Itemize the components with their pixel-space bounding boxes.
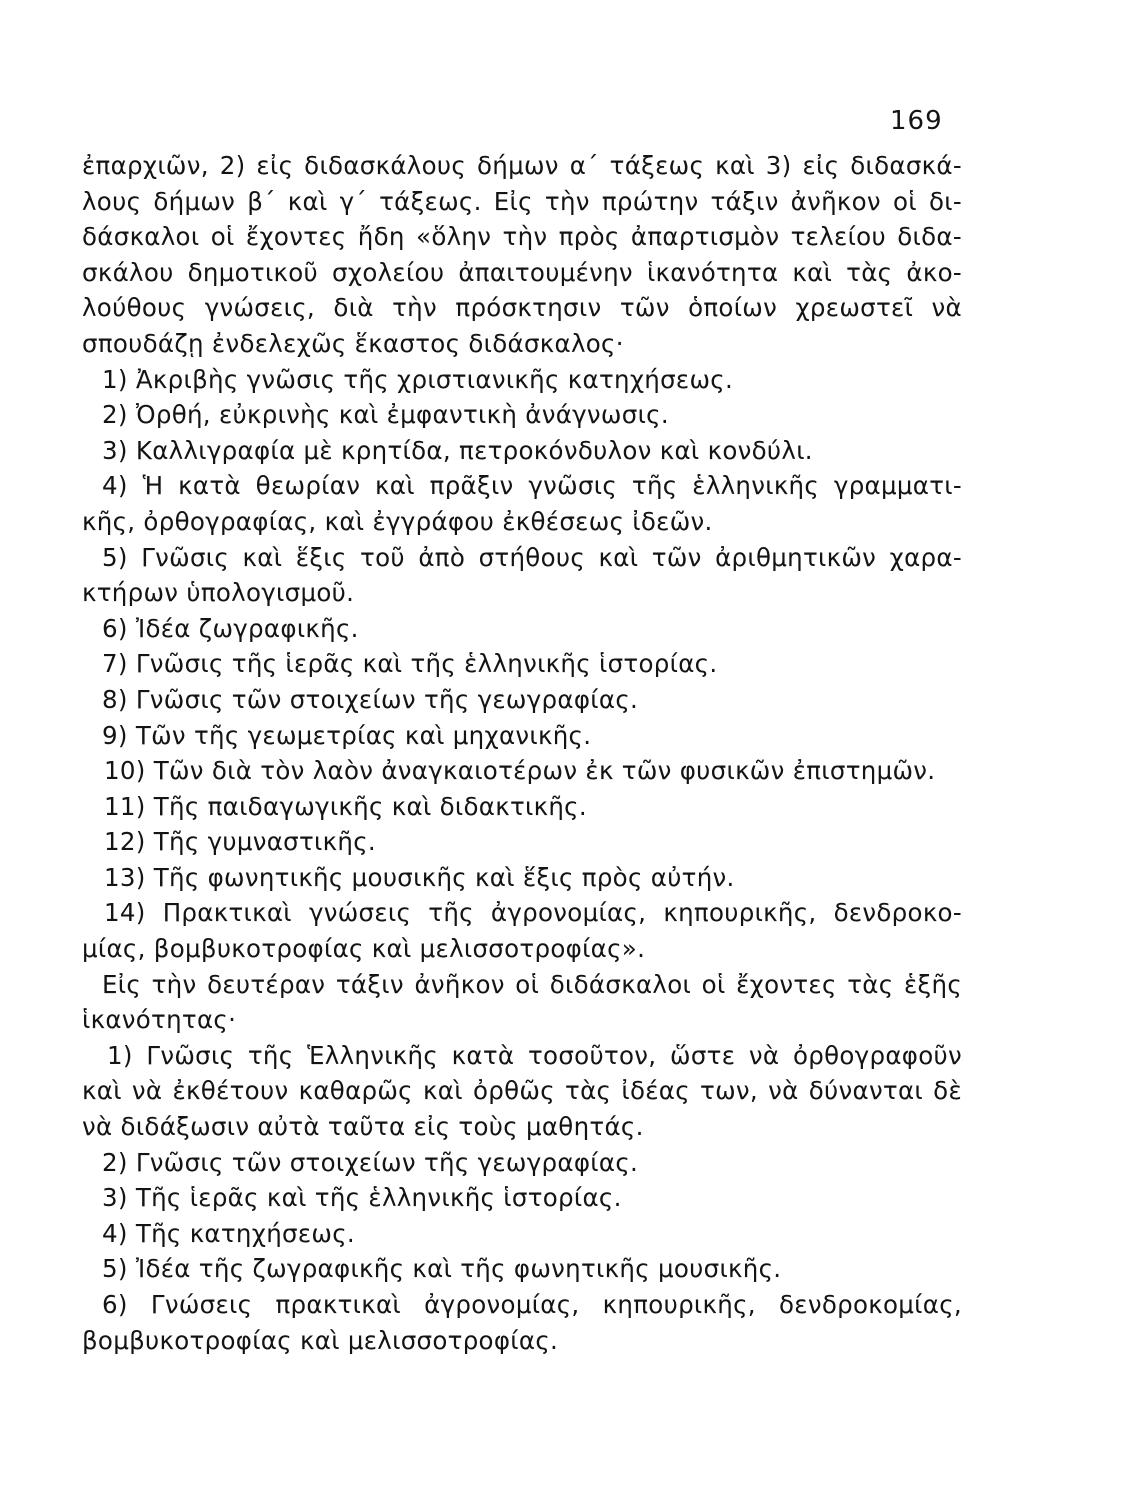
list-item: 12) Τῆς γυμναστικῆς. <box>104 827 376 857</box>
text-line: καὶ νὰ ἐκθέτουν καθαρῶς καὶ ὀρθῶς τὰς ἰδέας των, νὰ δύνανται δὲ <box>82 1076 962 1106</box>
list-item: 4) Τῆς κατηχήσεως. <box>102 1218 355 1248</box>
text-line: σπουδάζῃ ἐνδελεχῶς ἕκαστος διδάσκαλος· <box>82 328 624 358</box>
text-line: νὰ διδάξωσιν αὐτὰ ταῦτα εἰς τοὺς μαθητάς. <box>82 1112 644 1142</box>
page-number: 169 <box>890 106 943 136</box>
list-item: 7) Γνῶσις τῆς ἱερᾶς καὶ τῆς ἑλληνικῆς ἱστορίας. <box>102 649 718 679</box>
text-line: λούθους γνώσεις, διὰ τὴν πρόσκτησιν τῶν ὁποίων χρεωστεῖ νὰ <box>82 293 962 323</box>
list-item: 1) Ἀκριβὴς γνῶσις τῆς χριστιανικῆς κατηχήσεως. <box>102 364 734 394</box>
text-line: σκάλου δημοτικοῦ σχολείου ἀπαιτουμένην ἱκανότητα καὶ τὰς ἀκο- <box>82 257 962 287</box>
list-item: 3) Τῆς ἱερᾶς καὶ τῆς ἑλληνικῆς ἱστορίας. <box>102 1183 622 1213</box>
list-item: 14) Πρακτικαὶ γνώσεις τῆς ἀγρονομίας, κηπουρικῆς, δενδροκο- <box>104 898 962 928</box>
list-item: 9) Τῶν τῆς γεωμετρίας καὶ μηχανικῆς. <box>102 720 592 750</box>
text-line: κτήρων ὑπολογισμοῦ. <box>82 578 355 608</box>
list-item: 5) Ἰδέα τῆς ζωγραφικῆς καὶ τῆς φωνητικῆς μουσικῆς. <box>102 1254 782 1284</box>
list-item: 11) Τῆς παιδαγωγικῆς καὶ διδακτικῆς. <box>104 791 587 821</box>
list-item: 2) Ὀρθή, εὐκρινὴς καὶ ἐμφαντικὴ ἀνάγνωσις. <box>102 400 669 430</box>
list-item: 13) Τῆς φωνητικῆς μουσικῆς καὶ ἕξις πρὸς αὐτήν. <box>104 862 735 892</box>
list-item: 3) Καλλιγραφία μὲ κρητίδα, πετροκόνδυλον καὶ κονδύλι. <box>102 435 813 465</box>
list-item: 6) Ἰδέα ζωγραφικῆς. <box>102 613 359 643</box>
list-item: 4) Ἡ κατὰ θεωρίαν καὶ πρᾶξιν γνῶσις τῆς ἑλληνικῆς γραμματι- <box>102 471 962 501</box>
list-item: 8) Γνῶσις τῶν στοιχείων τῆς γεωγραφίας. <box>102 684 639 714</box>
text-line: βομβυκοτροφίας καὶ μελισσοτροφίας. <box>82 1325 559 1355</box>
body-text <box>82 148 962 1358</box>
list-item: 10) Τῶν διὰ τὸν λαὸν ἀναγκαιοτέρων ἐκ τῶν φυσικῶν ἐπιστημῶν. <box>104 756 936 786</box>
text-line: ἐπαρχιῶν, 2) εἰς διδασκάλους δήμων α΄ τάξεως καὶ 3) εἰς διδασκά- <box>82 151 962 180</box>
list-item: 6) Γνώσεις πρακτικαὶ ἀγρονομίας, κηπουρικῆς, δενδροκομίας, <box>102 1290 962 1319</box>
text-line: ἱκανότητας· <box>82 1005 237 1035</box>
list-item: 1) Γνῶσις τῆς Ἑλληνικῆς κατὰ τοσοῦτον, ὥστε νὰ ὀρθογραφοῦν <box>107 1040 962 1070</box>
text-line: λους δήμων β΄ καὶ γ΄ τάξεως. Εἰς τὴν πρώτην τάξιν ἀνῆκον οἱ δι- <box>82 186 962 216</box>
text-line: κῆς, ὀρθογραφίας, καὶ ἐγγράφου ἐκθέσεως ἰδεῶν. <box>82 506 713 536</box>
text-line: μίας, βομβυκοτροφίας καὶ μελισσοτροφίας». <box>82 934 646 964</box>
text-line: δάσκαλοι οἱ ἔχοντες ἤδη «ὅλην τὴν πρὸς ἀπαρτισμὸν τελείου διδα- <box>82 222 962 252</box>
list-item: 5) Γνῶσις καὶ ἕξις τοῦ ἀπὸ στήθους καὶ τῶν ἀριθμητικῶν χαρα- <box>102 542 962 572</box>
list-item: 2) Γνῶσις τῶν στοιχείων τῆς γεωγραφίας. <box>102 1147 639 1177</box>
paragraph-start: Εἰς τὴν δευτέραν τάξιν ἀνῆκον οἱ διδάσκαλοι οἱ ἔχοντες τὰς ἑξῆς <box>102 969 962 999</box>
